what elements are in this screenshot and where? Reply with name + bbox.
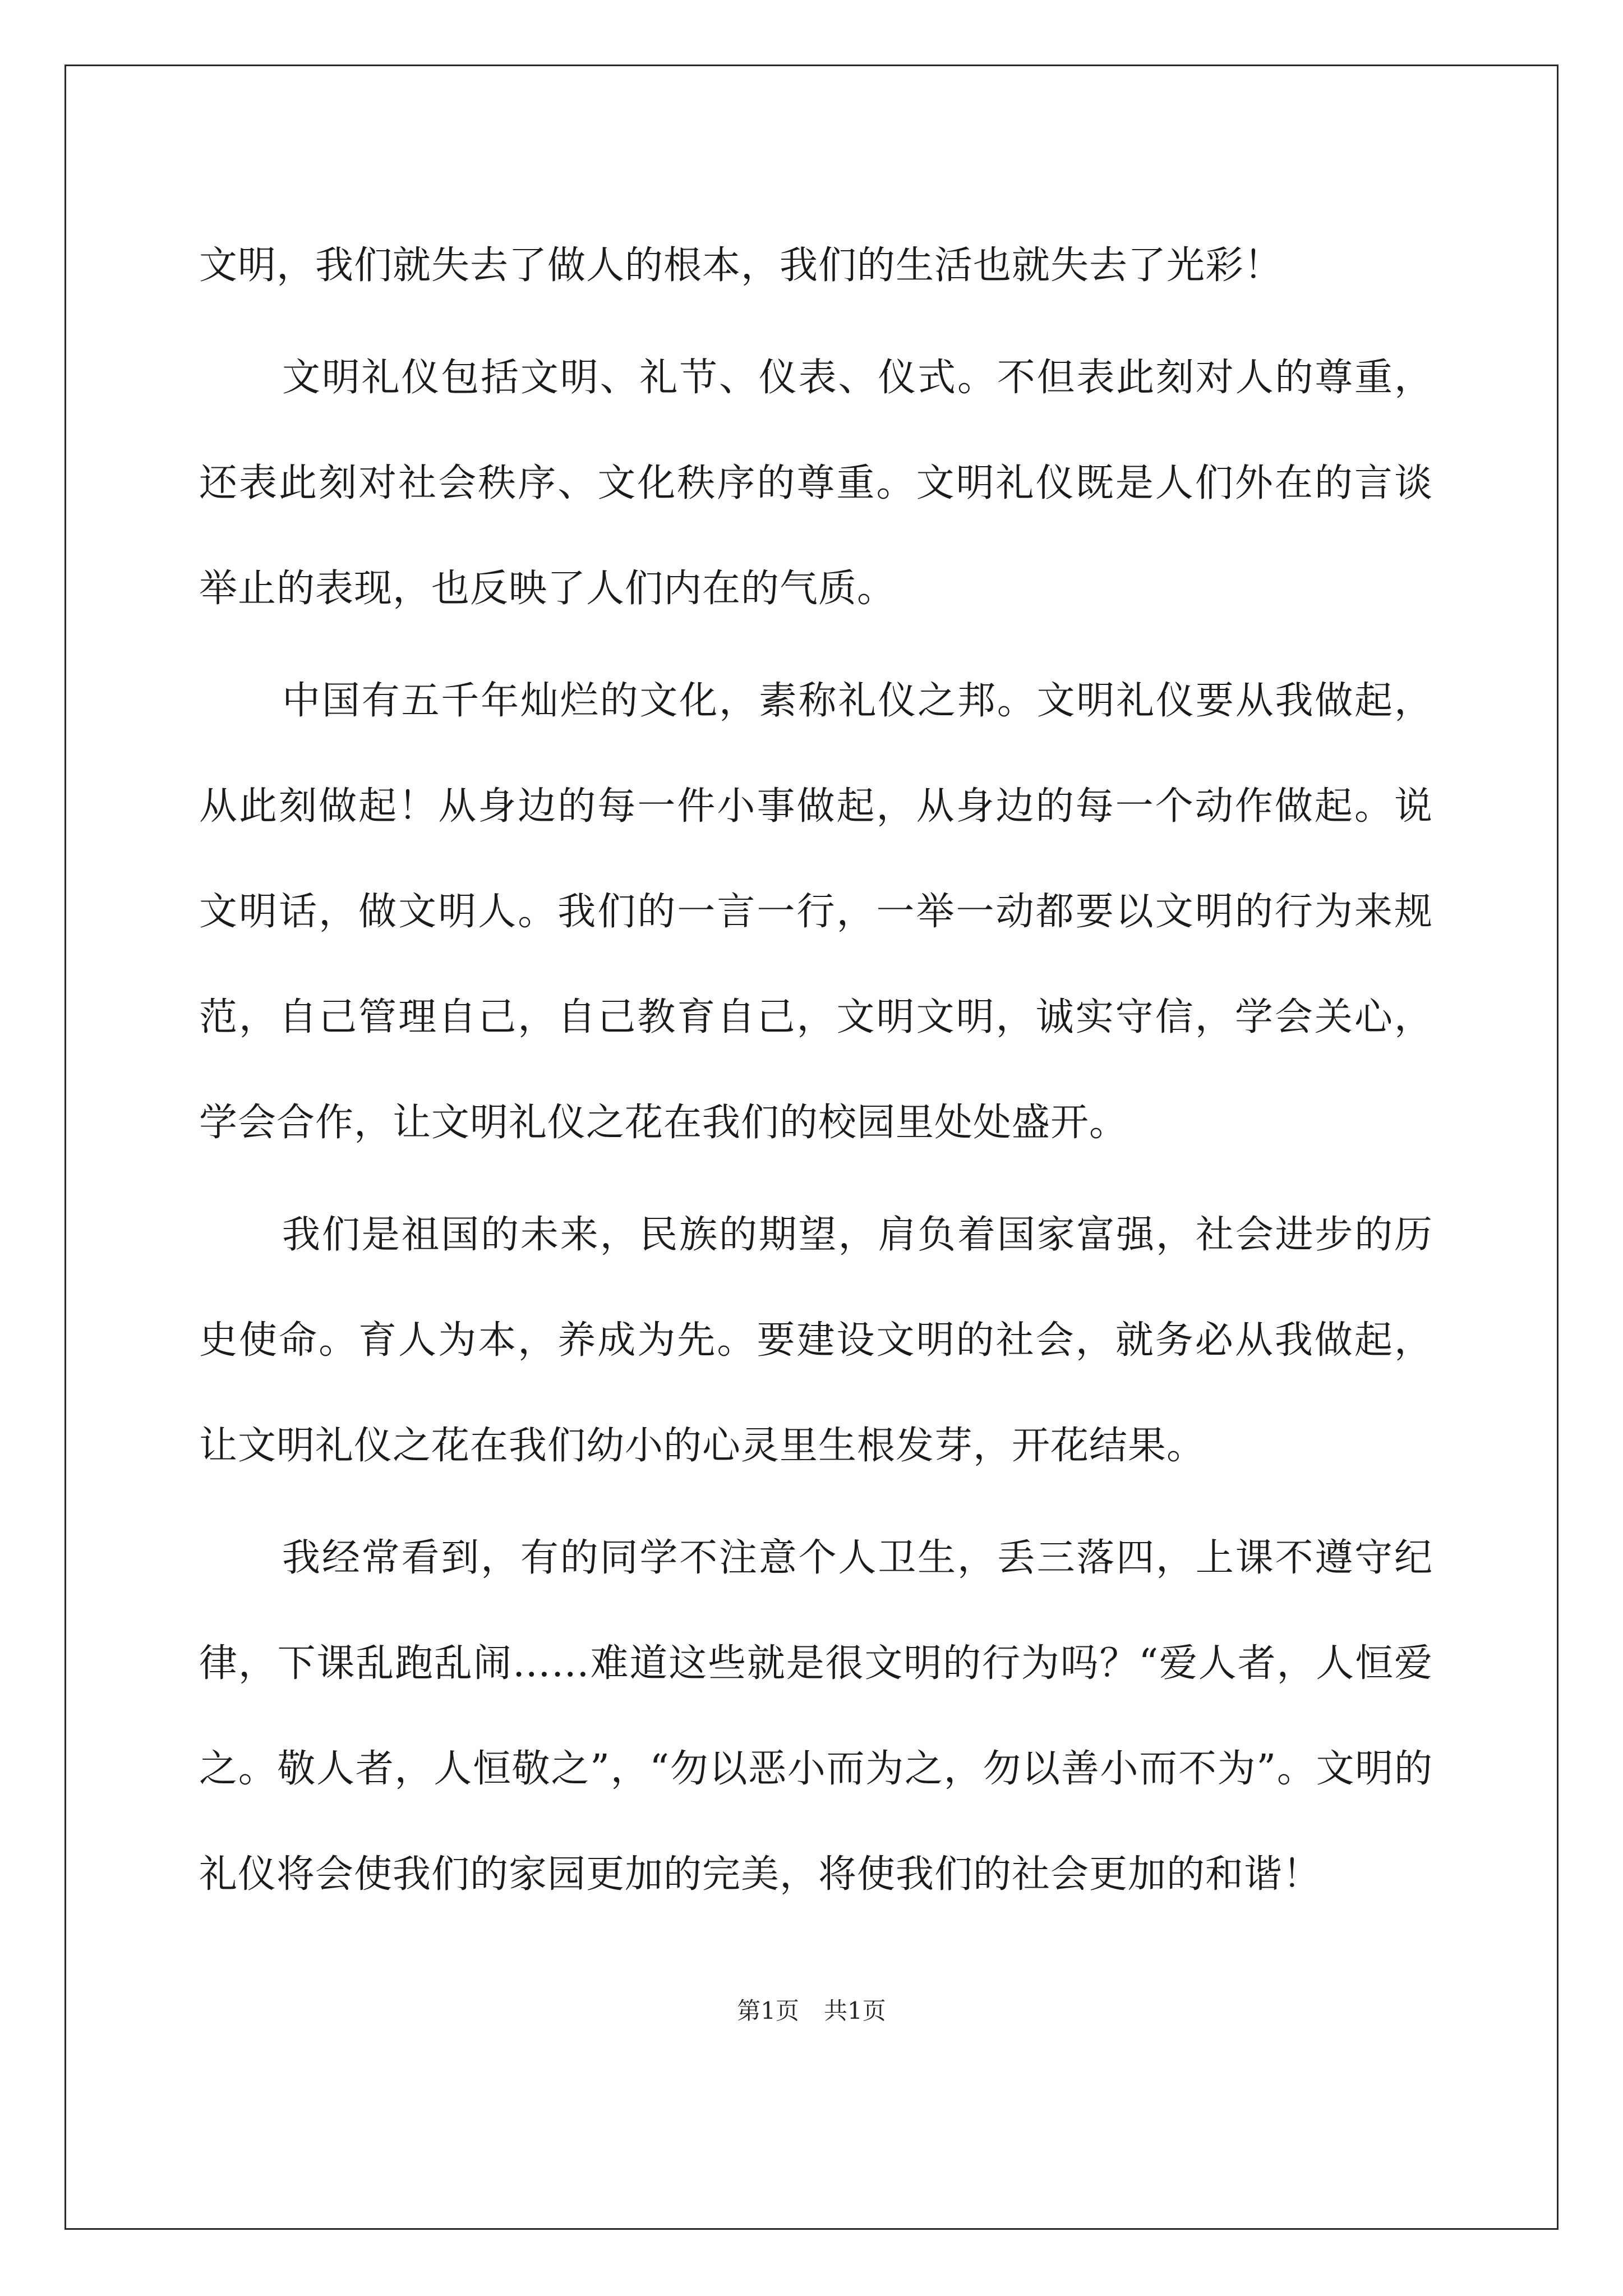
page-number: 第1页 [737,1997,799,2024]
page-footer [0,1994,1623,2028]
document-body [199,213,1433,1934]
page-total: 共1页 [824,1997,886,2024]
paragraph-3: 中国有五千年灿烂的文化，素称礼仪之邦。文明礼仪要从我做起，从此刻做起！从身边的每一件小事做起，从身边的每一个动作做起。说文明话，做文明人。我们的一言一行，一举一动都要以文明的行为来规范，自己管理自己，自己教育自己，文明文明，诚实守信，学会关心，学会合作，让文明礼仪之花在我们的校园里处处盛开。 [199,679,1433,1145]
paragraph-4: 我们是祖国的未来，民族的期望，肩负着国家富强，社会进步的历史使命。育人为本，养成为先。要建设文明的社会，就务必从我做起，让文明礼仪之花在我们幼小的心灵里生根发芽，开花结果。 [199,1213,1433,1468]
paragraph-5: 我经常看到，有的同学不注意个人卫生，丢三落四，上课不遵守纪律，下课乱跑乱闹……难道这些就是很文明的行为吗？“爱人者，人恒爱之。敬人者，人恒敬之”，“勿以恶小而为之，勿以善小而不为”。文明的礼仪将会使我们的家园更加的完美，将使我们的社会更加的和谐！ [199,1536,1433,1897]
paragraph-1: 文明，我们就失去了做人的根本，我们的生活也就失去了光彩！ [199,243,1283,288]
paragraph-2: 文明礼仪包括文明、礼节、仪表、仪式。不但表此刻对人的尊重，还表此刻对社会秩序、文化秩序的尊重。文明礼仪既是人们外在的言谈举止的表现，也反映了人们内在的气质。 [199,356,1433,611]
